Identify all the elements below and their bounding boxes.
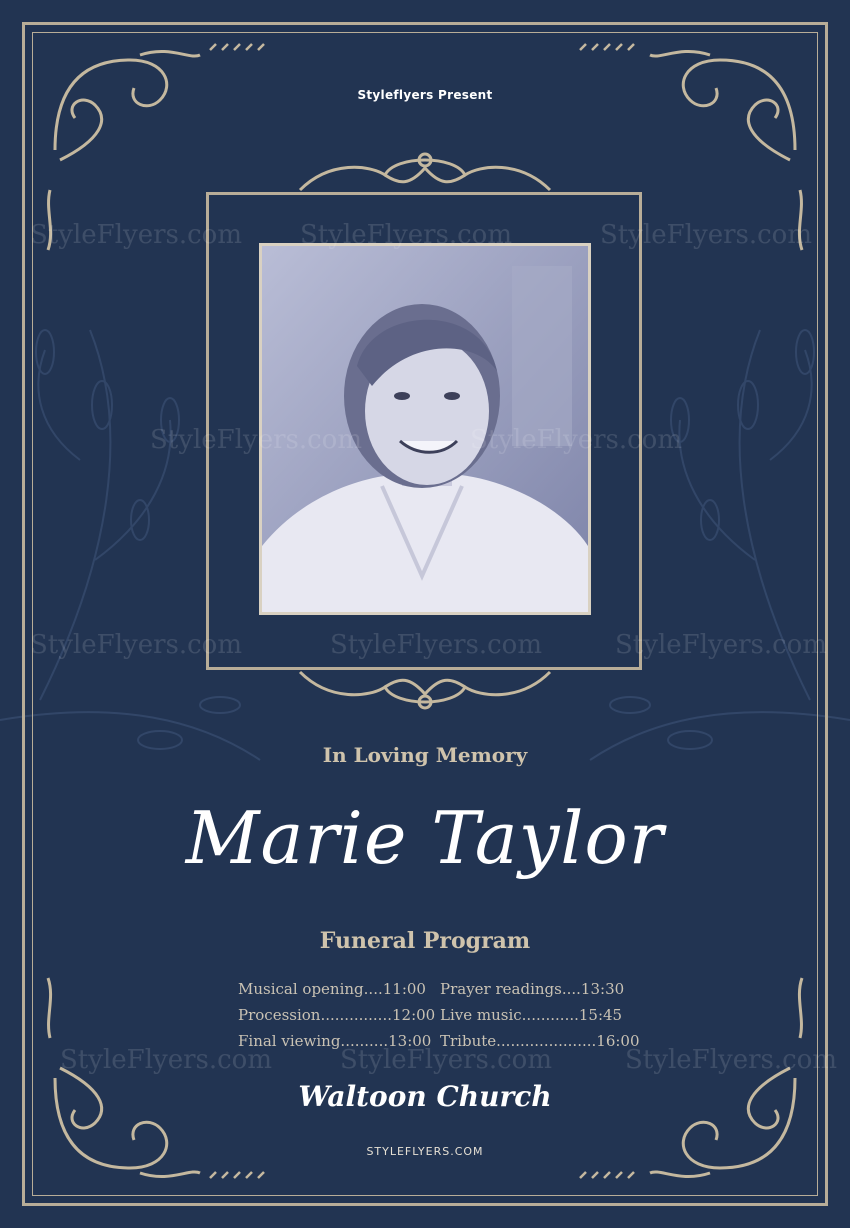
schedule-item-time: 16:00 [596,1032,640,1050]
schedule-left-column [238,976,435,1054]
watermark: StyleFlyers.com [30,630,242,660]
watermark: StyleFlyers.com [150,425,362,455]
schedule-item-time: 11:00 [382,980,426,998]
schedule-item-time: 13:30 [580,980,625,998]
memorial-heading: In Loving Memory [322,743,528,767]
watermark: StyleFlyers.com [60,1045,272,1075]
schedule-item [440,1028,640,1054]
schedule-item-label: Musical opening.... [238,980,383,998]
website-footer[interactable]: STYLEFLYERS.COM [366,1145,484,1158]
program-title: Funeral Program [319,928,531,954]
schedule-item-label: Tribute..................... [440,1032,597,1050]
schedule-item-label: Procession............... [238,1006,392,1024]
deceased-name: Marie Taylor [185,796,665,880]
watermark: StyleFlyers.com [330,630,542,660]
watermark: StyleFlyers.com [30,220,242,250]
schedule-item-label: Prayer readings.... [440,980,581,998]
schedule-item [238,976,435,1002]
schedule-item-label: Live music............ [440,1006,579,1024]
schedule-item [238,1002,435,1028]
schedule-right-column [440,976,640,1054]
presenter-text: Styleflyers Present [357,88,493,102]
schedule-item-label: Final viewing.......... [238,1032,389,1050]
watermark: StyleFlyers.com [300,220,512,250]
schedule-item [440,1002,640,1028]
venue-name: Waltoon Church [298,1080,552,1113]
watermark: StyleFlyers.com [625,1045,837,1075]
schedule-item-time: 15:45 [578,1006,623,1024]
watermark: StyleFlyers.com [470,425,682,455]
watermark: StyleFlyers.com [615,630,827,660]
watermark: StyleFlyers.com [600,220,812,250]
schedule-item-time: 13:00 [388,1032,432,1050]
watermark: StyleFlyers.com [340,1045,552,1075]
schedule-item-time: 12:00 [391,1006,436,1024]
schedule-item [238,1028,435,1054]
schedule-item [440,976,640,1002]
